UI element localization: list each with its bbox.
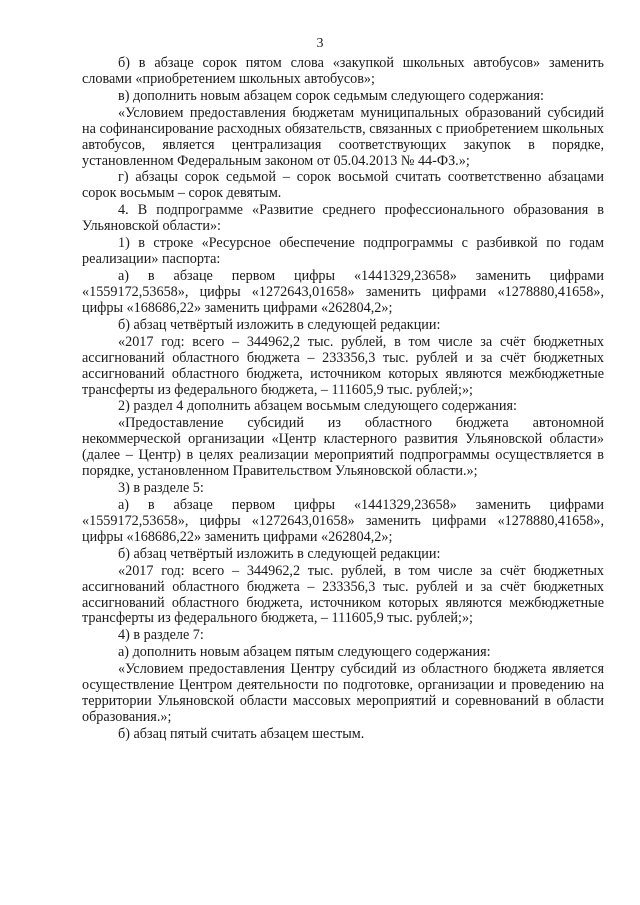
paragraph: 2) раздел 4 дополнить абзацем восьмым следующего содержания: [118,398,517,415]
paragraph: «2017 год: всего – 344962,2 тыс. рублей, в том числе за счёт бюджетных ассигнований областного бюджета – 233356,3 тыс. рублей и за счёт бюджетных ассигнований областного бюджета, источником которых являются межбюджетные трансферты из федерального бюджета, – 111605,9 тыс. рублей;»; [82,562,604,627]
paragraph: 4. В подпрограмме «Развитие среднего профессионального образования в Ульяновской области»: [82,202,604,235]
paragraph: «Условием предоставления бюджетам муниципальных образований субсидий на софинансирование расходных обязательств, связанных с приобретением школьных автобусов, является централизация соответствующих закупок в порядке, установленном Федеральным законом от 05.04.2013 № 44-ФЗ.»; [82,104,604,169]
page-number: 3 [316,36,324,51]
paragraph: а) в абзаце первом цифры «1441329,23658» заменить цифрами «1559172,53658», цифры «1272643,01658» заменить цифрами «1278880,41658», цифры «168686,22» заменить цифрами «262804,2»; [82,497,604,545]
paragraph: «Предоставление субсидий из областного бюджета автономной некоммерческой организации «Центр кластерного развития Ульяновской области» (далее – Центр) в целях реализации мероприятий подпрограммы осуществляется в порядке, установленном Правительством Ульяновской области.»; [82,415,604,480]
paragraph: б) в абзаце сорок пятом слова «закупкой школьных автобусов» заменить словами «приобретением школьных автобусов»; [82,55,604,87]
paragraph: г) абзацы сорок седьмой – сорок восьмой считать соответственно абзацами сорок восьмым – сорок девятым. [82,169,604,202]
paragraph: б) абзац пятый считать абзацем шестым. [118,726,365,742]
document-body [82,56,604,744]
paragraph: «2017 год: всего – 344962,2 тыс. рублей, в том числе за счёт бюджетных ассигнований областного бюджета – 233356,3 тыс. рублей и за счёт бюджетных ассигнований областного бюджета, источником которых являются межбюджетные трансферты из федерального бюджета, – 111605,9 тыс. рублей;»; [82,333,604,398]
paragraph: а) в абзаце первом цифры «1441329,23658» заменить цифрами «1559172,53658», цифры «1272643,01658» заменить цифрами «1278880,41658», цифры «168686,22» заменить цифрами «262804,2»; [82,268,604,316]
paragraph: «Условием предоставления Центру субсидий из областного бюджета является осуществление Центром деятельности по подготовке, организации и проведению на территории Ульяновской области массовых мероприятий и соревнований в области образования.»; [82,661,604,726]
paragraph: 1) в строке «Ресурсное обеспечение подпрограммы с разбивкой по годам реализации» паспорта: [82,235,604,268]
paragraph: 3) в разделе 5: [118,480,204,497]
paragraph: 4) в разделе 7: [118,627,204,644]
paragraph: б) абзац четвёртый изложить в следующей редакции: [118,545,441,562]
paragraph: б) абзац четвёртый изложить в следующей редакции: [118,316,441,333]
paragraph: в) дополнить новым абзацем сорок седьмым следующего содержания: [118,87,544,104]
paragraph: а) дополнить новым абзацем пятым следующего содержания: [118,644,491,661]
